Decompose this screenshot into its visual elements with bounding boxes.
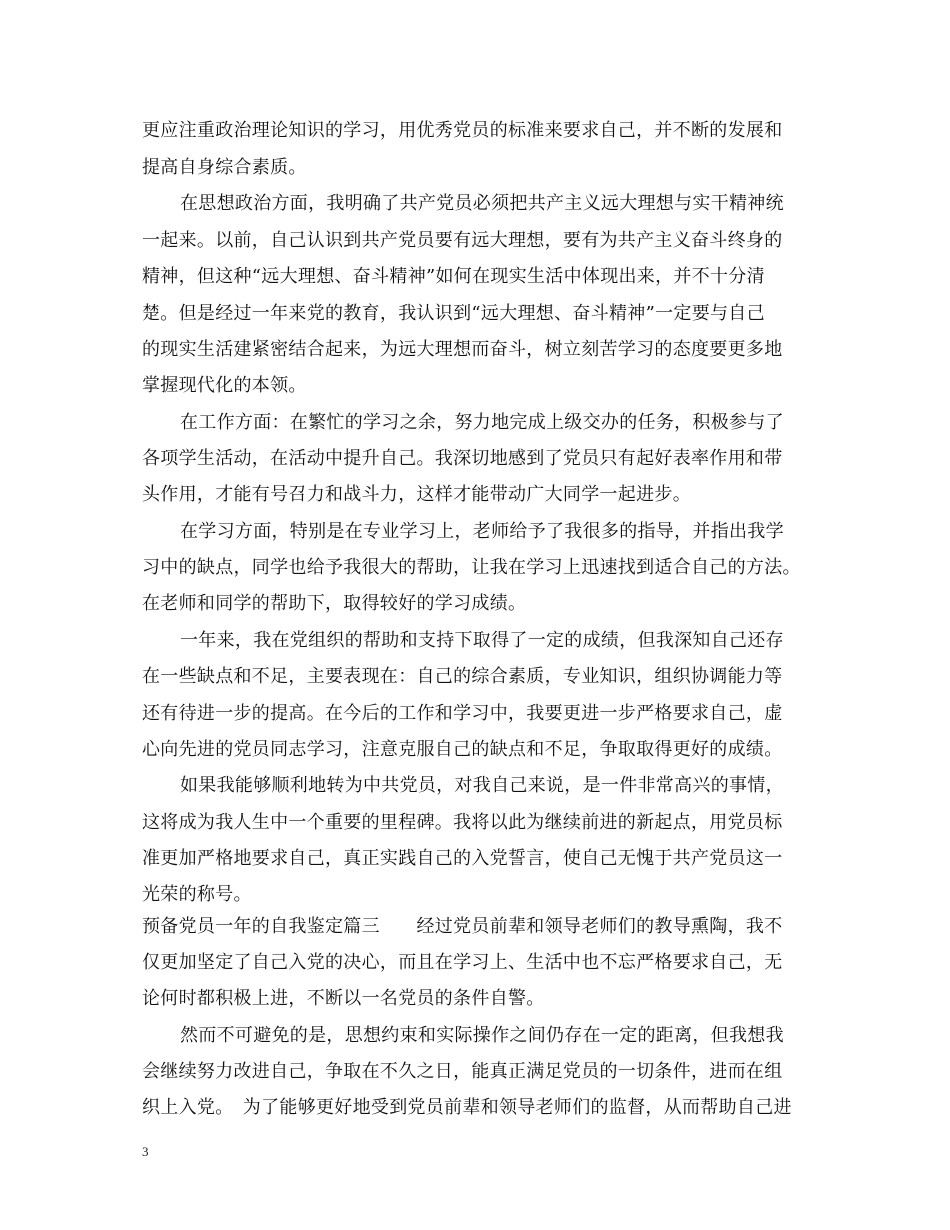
text-line: 会继续努力改进自己，争取在不久之日，能真正满足党员的一切条件，进而在组: [142, 1061, 783, 1082]
text-line: 头作用，才能有号召力和战斗力，这样才能带动广大同学一起进步。: [142, 484, 691, 505]
section-heading-line: 预备党员一年的自我鉴定篇三 经过党员前辈和领导老师们的教导熏陶，我不: [142, 916, 783, 937]
paragraph-first-line: 然而不可避免的是，思想约束和实际操作之间仍存在一定的距离，但我想我: [180, 1025, 784, 1046]
text-line: 提高自身综合素质。: [142, 157, 307, 178]
text-line: 准更加严格地要求自己，真正实践自己的入党誓言，使自己无愧于共产党员这一: [142, 848, 783, 869]
text-line: 光荣的称号。: [142, 884, 252, 905]
text-line: 精神，但这种“远大理想、奋斗精神”如何在现实生活中体现出来，并不十分清: [142, 266, 765, 287]
paragraph-first-line: 在工作方面：在繁忙的学习之余，努力地完成上级交办的任务，积极参与了: [180, 412, 784, 433]
text-line: 在老师和同学的帮助下，取得较好的学习成绩。: [142, 593, 527, 614]
text-line: 楚。但是经过一年来党的教育，我认识到“远大理想、奋斗精神”一定要与自己: [142, 303, 765, 324]
page-number: 3: [142, 1144, 149, 1159]
text-line: 还有待进一步的提高。在今后的工作和学习中，我要更进一步严格要求自己，虚: [142, 703, 783, 724]
text-line: 一起来。以前，自己认识到共产党员要有远大理想，要有为共产主义奋斗终身的: [142, 230, 783, 251]
text-line: 仅更加坚定了自己入党的决心，而且在学习上、生活中也不忘严格要求自己，无: [142, 952, 783, 973]
text-line: 更应注重政治理论知识的学习，用优秀党员的标准来要求自己，并不断的发展和: [142, 120, 783, 141]
text-line: 这将成为我人生中一个重要的里程碑。我将以此为继续前进的新起点，用党员标: [142, 812, 783, 833]
text-line: 各项学生活动，在活动中提升自己。我深切地感到了党员只有起好表率作用和带: [142, 448, 783, 469]
text-line: 掌握现代化的本领。: [142, 375, 307, 396]
text-line: 在一些缺点和不足，主要表现在：自己的综合素质，专业知识，组织协调能力等: [142, 666, 783, 687]
paragraph-first-line: 一年来，我在党组织的帮助和支持下取得了一定的成绩，但我深知自己还存: [180, 630, 784, 651]
text-line: 的现实生活建紧密结合起来，为远大理想而奋斗，树立刻苦学习的态度要更多地: [142, 339, 783, 360]
paragraph-first-line: 在思想政治方面，我明确了共产党员必须把共产主义远大理想与实干精神统: [180, 193, 784, 214]
text-line: 心向先进的党员同志学习，注意克服自己的缺点和不足，争取取得更好的成绩。: [142, 739, 783, 760]
text-line: 论何时都积极上进，不断以一名党员的条件自警。: [142, 988, 545, 1009]
paragraph-first-line: 如果我能够顺利地转为中共党员，对我自己来说，是一件非常高兴的事情，: [180, 775, 784, 796]
text-line: 习中的缺点，同学也给予我很大的帮助，让我在学习上迅速找到适合自己的方法。: [142, 557, 801, 578]
paragraph-first-line: 在学习方面，特别是在专业学习上，老师给予了我很多的指导，并指出我学: [180, 521, 784, 542]
text-line: 织上入党。 为了能够更好地受到党员前辈和领导老师们的监督，从而帮助自己进: [142, 1097, 792, 1118]
